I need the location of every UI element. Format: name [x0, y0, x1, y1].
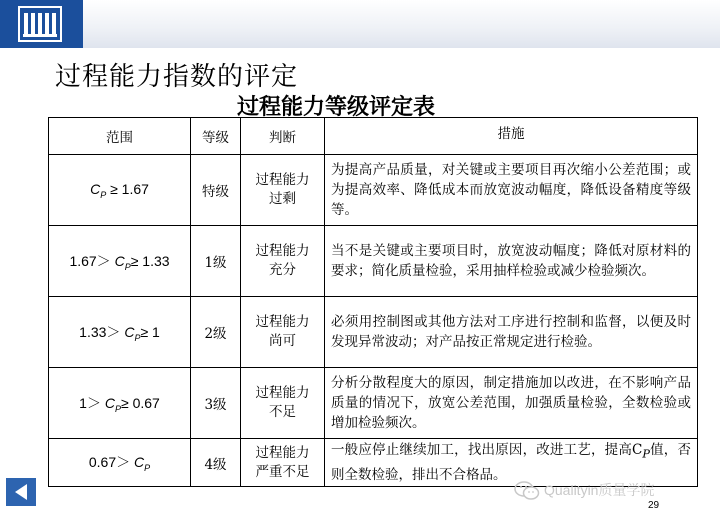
logo	[0, 0, 83, 48]
header-range: 范围	[49, 118, 191, 155]
range-cell: $C_P \ge 1.67$	[49, 155, 191, 226]
page-number: 29	[648, 500, 660, 511]
level-cell: 特级	[191, 155, 241, 226]
level-cell: 2级	[191, 297, 241, 368]
university-logo-icon	[18, 6, 62, 42]
measure-cell: 为提高产品质量，对关键或主要项目再次缩小公差范围；或为提高效率、降低成本而放宽波动幅度，降低设备精度等级等。	[325, 155, 698, 226]
previous-arrow-icon	[6, 478, 36, 506]
header-level: 等级	[191, 118, 241, 155]
wechat-icon	[514, 481, 540, 501]
table-row	[49, 368, 698, 439]
table-row	[49, 155, 698, 226]
range-cell: $1.33> C_P\ge 1$	[49, 297, 191, 368]
range-cell: $1> C_P\ge 0.67$	[49, 368, 191, 439]
slide-title: 过程能力指数的评定	[55, 62, 299, 92]
grade-table	[48, 117, 698, 487]
watermark-text: Qualityin质量学院	[544, 482, 655, 498]
table-title: 过程能力等级评定表	[237, 95, 436, 120]
measure-cell: 一般应停止继续加工，找出原因，改进工艺，提高$C_P$值，否则全数检验，排出不合格品。	[325, 439, 698, 487]
judgement-cell: 过程能力 不足	[241, 368, 325, 439]
level-cell: 4级	[191, 439, 241, 487]
measure-cell: 当不是关键或主要项目时，放宽波动幅度；降低对原材料的要求；简化质量检验，采用抽样检验或减少检验频次。	[325, 226, 698, 297]
judgement-cell: 过程能力 严重不足	[241, 439, 325, 487]
table-row	[49, 297, 698, 368]
range-cell: $1.67> C_P\ge 1.33$	[49, 226, 191, 297]
judgement-cell: 过程能力 尚可	[241, 297, 325, 368]
measure-cell: 分析分散程度大的原因，制定措施加以改进，在不影响产品质量的情况下，放宽公差范围，加强质量检验，全数检验或增加检验频次。	[325, 368, 698, 439]
judgement-cell: 过程能力 充分	[241, 226, 325, 297]
table-header-row	[49, 118, 698, 155]
watermark	[514, 480, 654, 501]
level-cell: 1级	[191, 226, 241, 297]
level-cell: 3级	[191, 368, 241, 439]
range-cell: $0.67> C_P$	[49, 439, 191, 487]
header-measures: 措施	[325, 118, 698, 155]
previous-slide-button[interactable]	[6, 478, 36, 506]
judgement-cell: 过程能力 过剩	[241, 155, 325, 226]
measure-cell: 必须用控制图或其他方法对工序进行控制和监督，以便及时发现异常波动；对产品按正常规定进行检验。	[325, 297, 698, 368]
table-row	[49, 226, 698, 297]
header-bar	[0, 0, 720, 48]
header-judgement: 判断	[241, 118, 325, 155]
